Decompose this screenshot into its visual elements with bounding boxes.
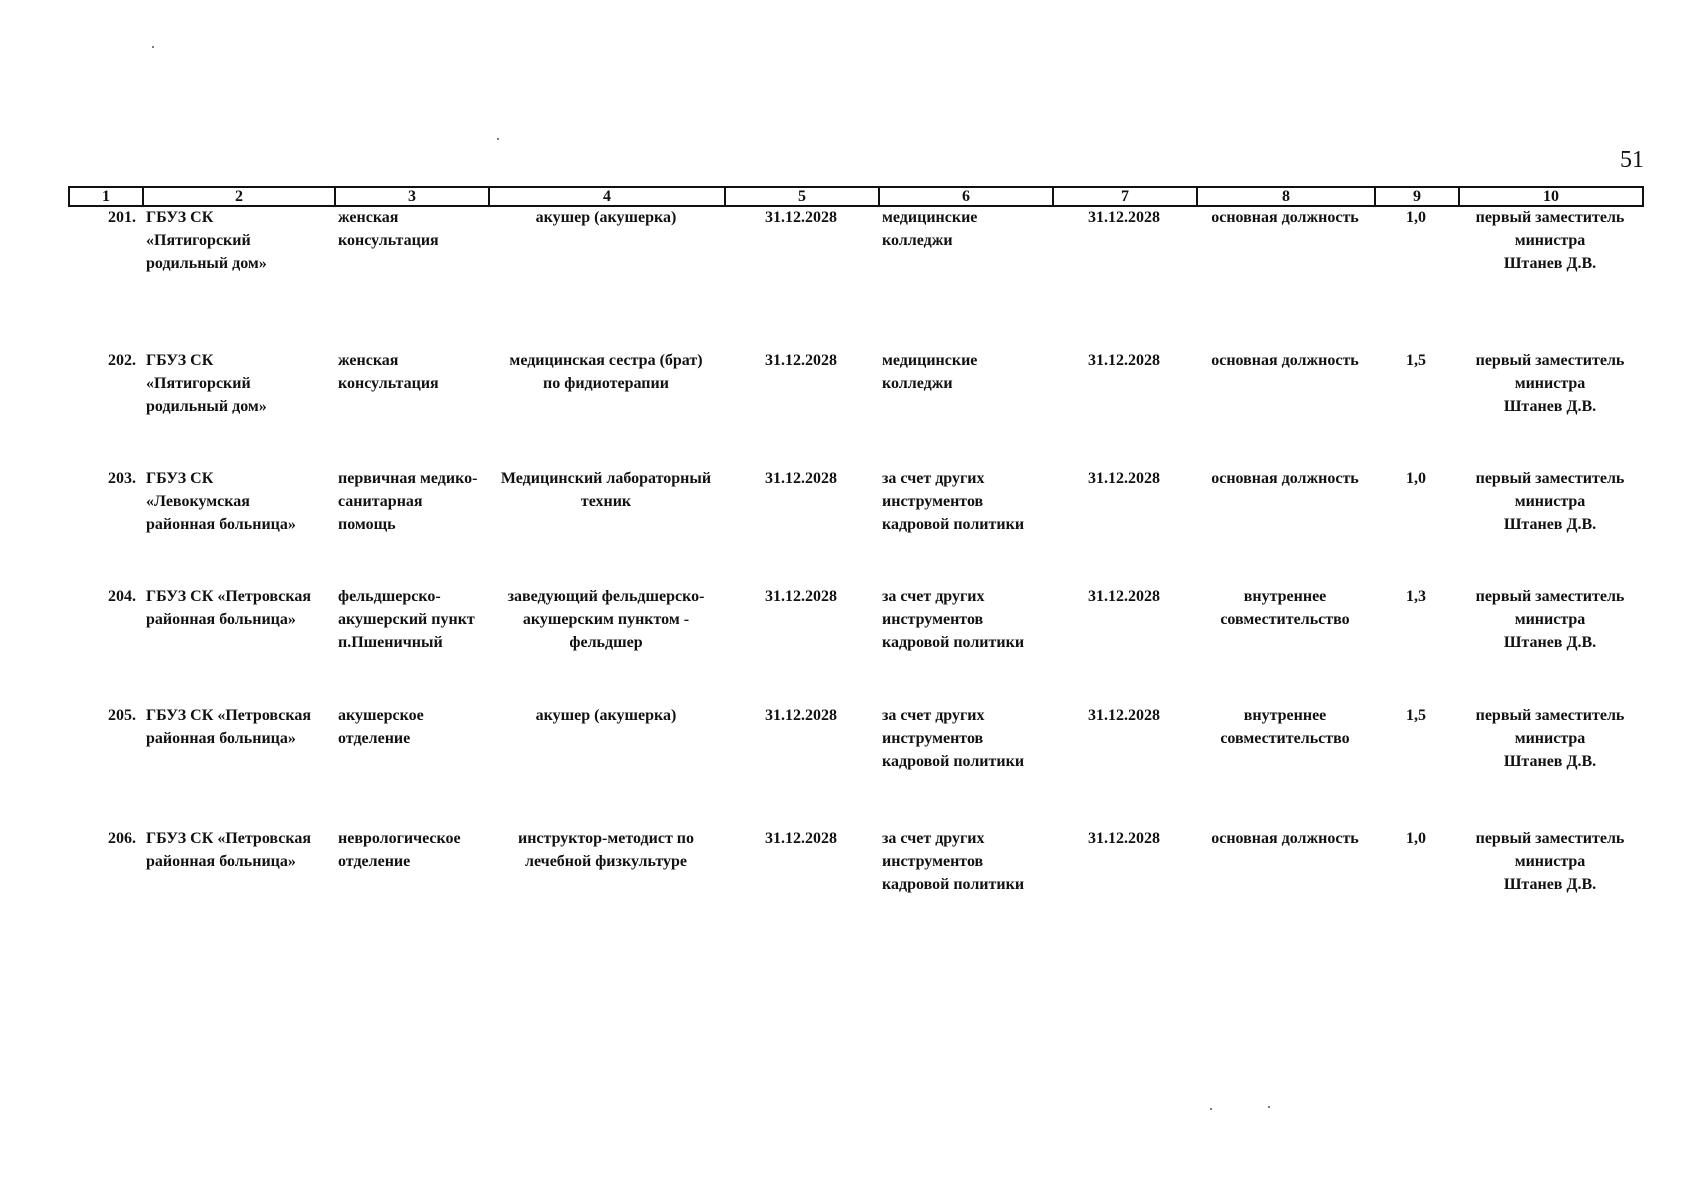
position-cell: медицинская сестра (брат) по фидиотерапии: [509, 352, 703, 392]
deadline-cell: 31.12.2028: [1088, 707, 1160, 724]
column-number-6: 6: [879, 187, 1053, 206]
date-cell: 31.12.2028: [765, 588, 837, 605]
column-number-8: 8: [1197, 187, 1375, 206]
rate-cell: 1,0: [1406, 470, 1426, 487]
rate-cell: 1,0: [1406, 209, 1426, 226]
date-cell: 31.12.2028: [765, 707, 837, 724]
employment-cell: внутреннее совместительство: [1220, 707, 1350, 747]
organization-cell: ГБУЗ СК «Петровская районная больница»: [146, 588, 311, 628]
rate-cell: 1,5: [1406, 352, 1426, 369]
column-number-5: 5: [725, 187, 879, 206]
table-row: [68, 467, 1642, 536]
deadline-cell: 31.12.2028: [1088, 352, 1160, 369]
scan-speck: [497, 138, 499, 140]
page-number: 51: [1620, 147, 1644, 173]
source-cell: за счет других инструментов кадровой политики: [882, 830, 1025, 893]
table-row: [68, 349, 1642, 418]
employment-cell: основная должность: [1211, 830, 1359, 847]
column-number-header: [68, 186, 1644, 207]
row-number: 201.: [108, 209, 136, 226]
column-number-3: 3: [335, 187, 489, 206]
column-number-2: 2: [143, 187, 335, 206]
column-number-7: 7: [1053, 187, 1197, 206]
column-number-4: 4: [489, 187, 725, 206]
table-row: [68, 206, 1642, 275]
rate-cell: 1,3: [1406, 588, 1426, 605]
scan-speck: [152, 46, 154, 48]
employment-cell: основная должность: [1211, 470, 1359, 487]
row-number: 204.: [108, 588, 136, 605]
responsible-cell: первый заместитель министра Штанев Д.В.: [1475, 470, 1625, 533]
organization-cell: ГБУЗ СК «Пятигорский родильный дом»: [146, 209, 267, 272]
date-cell: 31.12.2028: [765, 352, 837, 369]
employment-cell: внутреннее совместительство: [1220, 588, 1350, 628]
responsible-cell: первый заместитель министра Штанев Д.В.: [1475, 209, 1625, 272]
row-number: 206.: [108, 830, 136, 847]
deadline-cell: 31.12.2028: [1088, 588, 1160, 605]
position-cell: акушер (акушерка): [535, 209, 677, 226]
source-cell: за счет других инструментов кадровой политики: [882, 707, 1025, 770]
position-cell: акушер (акушерка): [535, 707, 677, 724]
department-cell: неврологическое отделение: [338, 830, 461, 870]
column-number-10: 10: [1459, 187, 1643, 206]
department-cell: женская консультация: [338, 209, 439, 249]
responsible-cell: первый заместитель министра Штанев Д.В.: [1475, 707, 1625, 770]
scan-speck: [1268, 1106, 1270, 1108]
column-number-9: 9: [1375, 187, 1459, 206]
position-cell: Медицинский лабораторный техник: [500, 470, 712, 510]
department-cell: акушерское отделение: [338, 707, 424, 747]
organization-cell: ГБУЗ СК «Петровская районная больница»: [146, 707, 311, 747]
position-cell: инструктор-методист по лечебной физкультуре: [517, 830, 695, 870]
employment-cell: основная должность: [1211, 352, 1359, 369]
table-row: [68, 585, 1642, 654]
organization-cell: ГБУЗ СК «Петровская районная больница»: [146, 830, 311, 870]
department-cell: женская консультация: [338, 352, 439, 392]
date-cell: 31.12.2028: [765, 470, 837, 487]
source-cell: за счет других инструментов кадровой политики: [882, 588, 1025, 651]
table-row: [68, 704, 1642, 773]
scan-speck: [1210, 1108, 1212, 1110]
department-cell: первичная медико- санитарная помощь: [338, 470, 478, 533]
position-cell: заведующий фельдшерско- акушерским пунктом - фельдшер: [507, 588, 705, 651]
responsible-cell: первый заместитель министра Штанев Д.В.: [1475, 588, 1625, 651]
deadline-cell: 31.12.2028: [1088, 209, 1160, 226]
deadline-cell: 31.12.2028: [1088, 470, 1160, 487]
row-number: 203.: [108, 470, 136, 487]
department-cell: фельдшерско- акушерский пункт п.Пшеничный: [338, 588, 475, 651]
organization-cell: ГБУЗ СК «Пятигорский родильный дом»: [146, 352, 267, 415]
rate-cell: 1,0: [1406, 830, 1426, 847]
organization-cell: ГБУЗ СК «Левокумская районная больница»: [146, 470, 296, 533]
responsible-cell: первый заместитель министра Штанев Д.В.: [1475, 830, 1625, 893]
source-cell: за счет других инструментов кадровой политики: [882, 470, 1025, 533]
table-row: [68, 827, 1642, 896]
row-number: 205.: [108, 707, 136, 724]
rate-cell: 1,5: [1406, 707, 1426, 724]
date-cell: 31.12.2028: [765, 209, 837, 226]
responsible-cell: первый заместитель министра Штанев Д.В.: [1475, 352, 1625, 415]
column-number-1: 1: [69, 187, 143, 206]
date-cell: 31.12.2028: [765, 830, 837, 847]
source-cell: медицинские колледжи: [882, 352, 978, 392]
source-cell: медицинские колледжи: [882, 209, 978, 249]
row-number: 202.: [108, 352, 136, 369]
deadline-cell: 31.12.2028: [1088, 830, 1160, 847]
employment-cell: основная должность: [1211, 209, 1359, 226]
